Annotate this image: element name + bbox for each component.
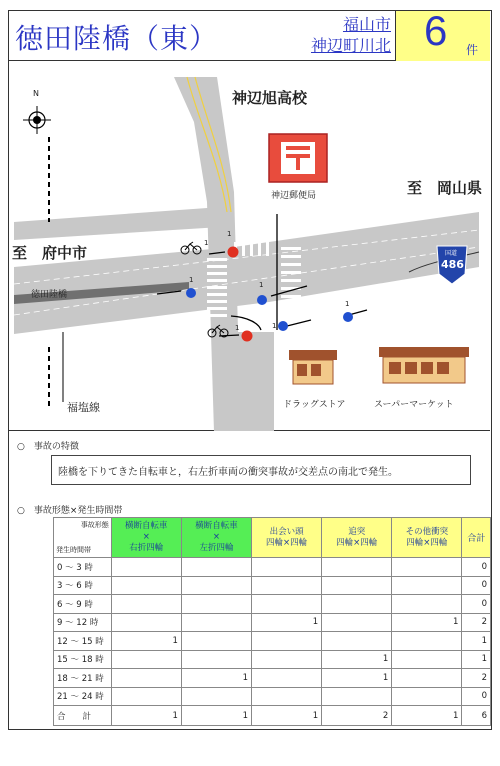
location — [271, 14, 391, 56]
car-marker-icon — [186, 288, 196, 298]
table-corner — [54, 518, 112, 558]
accident-count-box — [395, 7, 490, 61]
row-label: 合 計 — [54, 706, 112, 726]
col-header-total: 合計 — [462, 518, 491, 558]
marker-count: 1 — [235, 324, 240, 332]
col-header: 横断自転車 × 右折四輪 — [111, 518, 181, 558]
school-label: 神辺旭高校 — [232, 89, 308, 107]
row-label: 15 ～ 18 時 — [54, 650, 112, 669]
post-office-label: 神辺郵便局 — [271, 191, 317, 201]
row-total-cell: 0 — [462, 576, 491, 595]
table-row — [54, 650, 491, 669]
table-cell — [322, 595, 392, 614]
row-label: 9 ～ 12 時 — [54, 613, 112, 632]
document-page — [8, 7, 492, 730]
car-marker-icon — [343, 312, 353, 322]
header — [9, 7, 490, 61]
route-sign-number: 486 — [441, 258, 464, 271]
table-row — [54, 595, 491, 614]
marker-count: 1 — [272, 322, 277, 330]
table-cell — [252, 687, 322, 706]
table-cell — [322, 687, 392, 706]
table-cell: 1 — [181, 706, 251, 726]
drugstore-icon — [289, 350, 337, 384]
post-office-icon — [269, 134, 327, 182]
table-row — [54, 669, 491, 688]
table-cell — [111, 558, 181, 577]
table-cell: 1 — [392, 613, 462, 632]
table-cell — [111, 576, 181, 595]
table-row — [54, 613, 491, 632]
accident-count: 6 — [424, 7, 448, 54]
table-cell — [322, 613, 392, 632]
table-cell — [181, 558, 251, 577]
col-header: その他衝突 四輪×四輪 — [392, 518, 462, 558]
table-cell: 1 — [322, 669, 392, 688]
row-total-cell: 6 — [462, 706, 491, 726]
table-cell: 1 — [322, 650, 392, 669]
features-heading: ○ 事故の特徴 — [17, 442, 79, 452]
table-cell — [111, 650, 181, 669]
west-upper-road — [14, 207, 221, 240]
table-cell — [111, 687, 181, 706]
table-cell — [181, 595, 251, 614]
row-total-cell: 2 — [462, 669, 491, 688]
table-cell — [252, 558, 322, 577]
corner-time-label: 発生時間帯 — [56, 546, 91, 554]
car-marker-icon — [278, 321, 288, 331]
row-label: 0 ～ 3 時 — [54, 558, 112, 577]
col-header: 追突 四輪×四輪 — [322, 518, 392, 558]
row-total-cell: 0 — [462, 595, 491, 614]
table-row — [54, 687, 491, 706]
row-label: 3 ～ 6 時 — [54, 576, 112, 595]
table-cell — [392, 650, 462, 669]
supermarket-label: スーパーマーケット — [374, 400, 454, 410]
accident-table — [53, 517, 491, 726]
marker-count: 1 — [204, 239, 209, 247]
table-cell — [111, 595, 181, 614]
table-row — [54, 576, 491, 595]
route-sign-head: 国道 — [445, 250, 458, 257]
marker-count: 1 — [345, 300, 350, 308]
table-cell — [111, 669, 181, 688]
row-total-cell: 1 — [462, 632, 491, 651]
drugstore-label: ドラッグストア — [283, 400, 346, 410]
table-cell — [252, 650, 322, 669]
table-cell: 1 — [111, 706, 181, 726]
col-header: 横断自転車 × 左折四輪 — [181, 518, 251, 558]
row-label: 18 ～ 21 時 — [54, 669, 112, 688]
table-cell — [322, 632, 392, 651]
marker-count: 1 — [189, 276, 194, 284]
city-label: 福山市 — [342, 15, 391, 34]
table-cell: 1 — [181, 669, 251, 688]
table-cell — [252, 632, 322, 651]
row-total-cell: 0 — [462, 558, 491, 577]
table-cell — [181, 650, 251, 669]
marker-count: 1 — [227, 230, 232, 238]
table-cell — [392, 595, 462, 614]
table-cell — [252, 576, 322, 595]
bicycle-marker-icon — [228, 247, 239, 258]
compass-north-label: N — [33, 89, 39, 98]
table-row — [54, 632, 491, 651]
table-cell: 1 — [252, 613, 322, 632]
table-cell: 1 — [252, 706, 322, 726]
table-cell: 1 — [111, 632, 181, 651]
table-cell — [252, 669, 322, 688]
table-heading: ○ 事故形態×発生時間帯 — [17, 506, 123, 516]
accident-count-unit: 件 — [466, 43, 479, 57]
table-cell — [252, 595, 322, 614]
col-header: 出会い頭 四輪×四輪 — [252, 518, 322, 558]
table-cell: 2 — [322, 706, 392, 726]
table-cell — [181, 576, 251, 595]
bicycle-marker-icon — [242, 331, 253, 342]
row-label: 12 ～ 15 時 — [54, 632, 112, 651]
table-cell — [322, 576, 392, 595]
table-cell — [181, 687, 251, 706]
row-label: 21 ～ 24 時 — [54, 687, 112, 706]
table-cell — [111, 613, 181, 632]
table-cell — [181, 613, 251, 632]
row-total-cell: 2 — [462, 613, 491, 632]
car-marker-icon — [257, 295, 267, 305]
west-direction-label: 至 府中市 — [12, 244, 88, 262]
table-cell — [392, 558, 462, 577]
page-title: 徳田陸橋（東） — [15, 22, 219, 55]
table-cell: 1 — [392, 706, 462, 726]
row-label: 6 ～ 9 時 — [54, 595, 112, 614]
supermarket-icon — [379, 347, 469, 383]
bridge-label: 徳田陸橋 — [31, 290, 68, 300]
table-cell — [322, 558, 392, 577]
table-cell — [392, 669, 462, 688]
row-total-cell: 1 — [462, 650, 491, 669]
south-road — [234, 332, 274, 431]
table-header-row — [54, 518, 491, 558]
table-cell — [181, 632, 251, 651]
east-direction-label: 至 岡山県 — [407, 179, 483, 197]
district-label: 神辺町川北 — [310, 36, 391, 55]
table-row — [54, 558, 491, 577]
compass-icon — [23, 106, 51, 134]
marker-count: 1 — [259, 281, 264, 289]
table-cell — [392, 687, 462, 706]
table-cell — [392, 576, 462, 595]
features-text: 陸橋を下りてきた自転車と，右左折車両の衝突事故が交差点の南北で発生。 — [51, 455, 471, 485]
corner-type-label: 事故形態 — [80, 521, 109, 529]
intersection-map — [9, 62, 490, 431]
row-total-cell: 0 — [462, 687, 491, 706]
table-sum-row — [54, 706, 491, 726]
rail-label: 福塩線 — [67, 401, 100, 414]
table-cell — [392, 632, 462, 651]
